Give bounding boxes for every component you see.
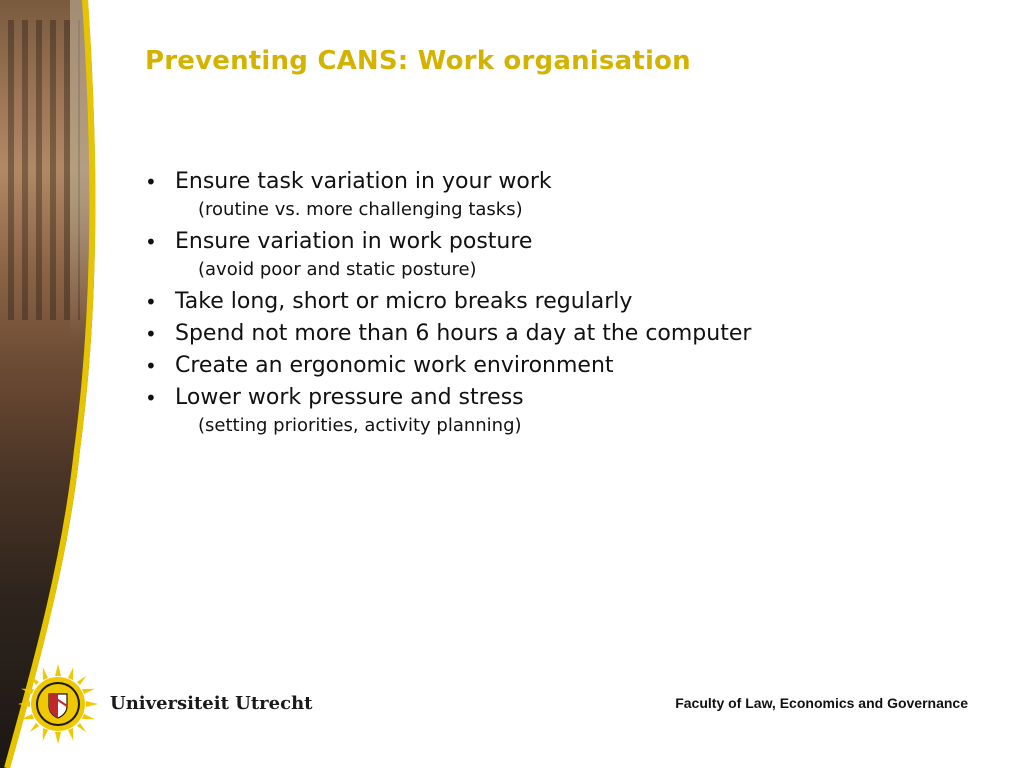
bullet-item — [145, 319, 1005, 349]
bullet-item — [145, 227, 1005, 257]
bullet-dot-icon: • — [145, 170, 157, 194]
slide-title: Preventing CANS: Work organisation — [145, 46, 691, 76]
university-seal-icon — [18, 664, 98, 744]
bullet-list — [145, 165, 1005, 443]
bullet-dot-icon: • — [145, 290, 157, 314]
bullet-note: (avoid poor and static posture) — [198, 259, 477, 280]
bullet-note: (routine vs. more challenging tasks) — [198, 199, 523, 220]
bullet-text: Take long, short or micro breaks regularly — [175, 289, 633, 314]
bullet-item — [145, 351, 1005, 381]
bullet-dot-icon: • — [145, 386, 157, 410]
gold-curve-divider — [0, 0, 140, 768]
bullet-text: Ensure variation in work posture — [175, 229, 533, 254]
university-wordmark: Universiteit Utrecht — [110, 693, 313, 714]
bullet-dot-icon: • — [145, 230, 157, 254]
bullet-item — [145, 287, 1005, 317]
bullet-item — [145, 167, 1005, 197]
bullet-dot-icon: • — [145, 322, 157, 346]
bullet-text: Ensure task variation in your work — [175, 169, 552, 194]
bullet-dot-icon: • — [145, 354, 157, 378]
bullet-item — [145, 383, 1005, 413]
bullet-note: (setting priorities, activity planning) — [198, 415, 522, 436]
bullet-text: Spend not more than 6 hours a day at the computer — [175, 321, 752, 346]
faculty-name: Faculty of Law, Economics and Governance — [675, 695, 968, 711]
bullet-text: Lower work pressure and stress — [175, 385, 524, 410]
bullet-text: Create an ergonomic work environment — [175, 353, 614, 378]
